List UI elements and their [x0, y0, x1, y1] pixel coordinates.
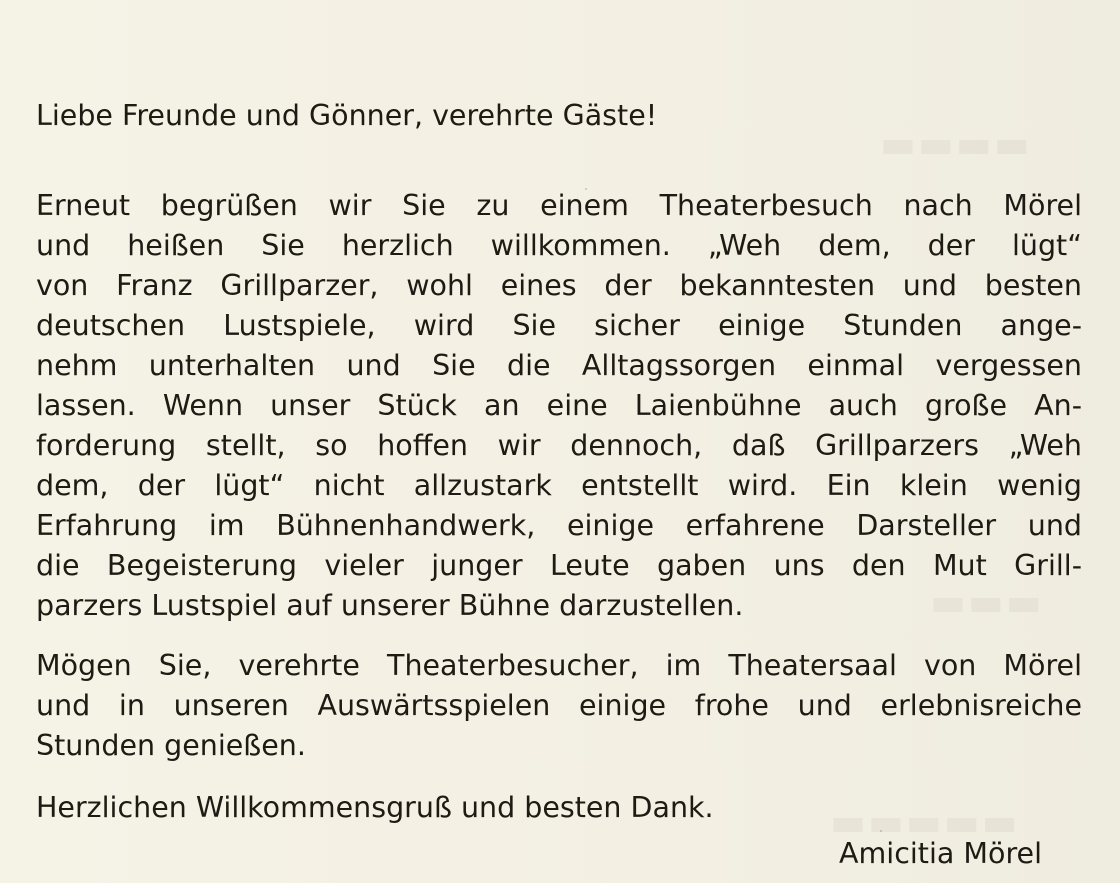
- paragraph-line: nehm unterhalten und Sie die Alltagssorgen einmal vergessen: [36, 349, 1082, 382]
- letter-closing: Herzlichen Willkommensgruß und besten Dank.: [36, 791, 714, 824]
- paper-speck: [585, 188, 587, 190]
- letter-paragraph-2: [36, 646, 1082, 766]
- paragraph-line: forderung stellt, so hoffen wir dennoch, daß Grillparzers „Weh: [36, 429, 1082, 462]
- paragraph-line: parzers Lustspiel auf unserer Bühne darzustellen.: [36, 589, 744, 622]
- show-through-mark: ▬▬▬▬▬: [830, 800, 1020, 844]
- paragraph-line: Erfahrung im Bühnenhandwerk, einige erfahrene Darsteller und: [36, 509, 1082, 542]
- paragraph-line: dem, der lügt“ nicht allzustark entstellt wird. Ein klein wenig: [36, 469, 1082, 502]
- letter-signature: Amicitia Mörel: [839, 837, 1042, 870]
- letter-salutation: Liebe Freunde und Gönner, verehrte Gäste!: [36, 99, 658, 132]
- paragraph-line: die Begeisterung vieler junger Leute gaben uns den Mut Grill-: [36, 549, 1082, 582]
- paragraph-line: deutschen Lustspiele, wird Sie sicher einige Stunden ange-: [36, 309, 1082, 342]
- letter-paragraph-1: [36, 186, 1082, 626]
- paragraph-line: und in unseren Auswärtsspielen einige frohe und erlebnisreiche: [36, 689, 1082, 722]
- show-through-mark: ▬▬▬: [930, 580, 1044, 624]
- paragraph-line: Erneut begrüßen wir Sie zu einem Theaterbesuch nach Mörel: [36, 189, 1082, 222]
- paragraph-line: Stunden genießen.: [36, 729, 306, 762]
- paragraph-line: und heißen Sie herzlich willkommen. „Weh dem, der lügt“: [36, 229, 1082, 262]
- paragraph-line: von Franz Grillparzer, wohl eines der bekanntesten und besten: [36, 269, 1082, 302]
- show-through-mark: ▬▬▬▬: [880, 122, 1032, 166]
- paragraph-line: Mögen Sie, verehrte Theaterbesucher, im Theatersaal von Mörel: [36, 649, 1082, 682]
- paper-speck: [880, 830, 882, 832]
- paragraph-line: lassen. Wenn unser Stück an eine Laienbühne auch große An-: [36, 389, 1082, 422]
